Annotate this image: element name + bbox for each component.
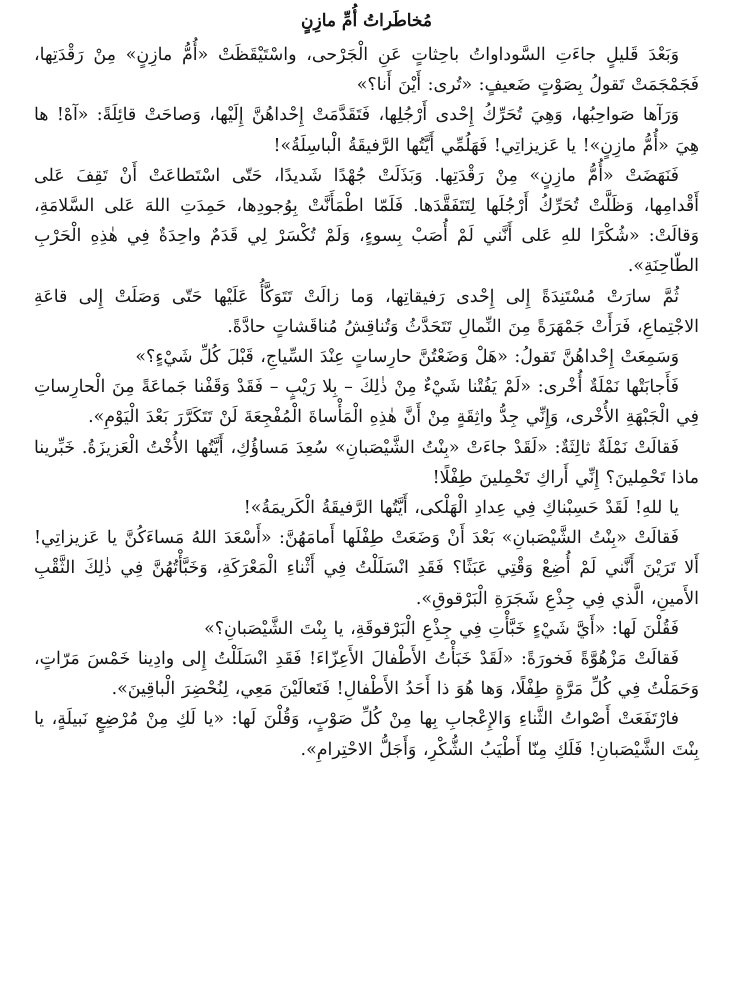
paragraph: وَبَعْدَ قَليلٍ جاءَتِ السَّوداواتُ باحِثاتٍ عَنِ الْجَرْحى، واسْتَيْقَظَتْ «أُمُّ مازِنٍ» مِنْ رَقْدَتِها، فَجَمْجَمَتْ تَقولُ بِصَوْتٍ ضَعيفٍ: «تُرى: أَيْنَ أَنا؟» bbox=[34, 45, 699, 96]
paragraph: فَقالَتْ نَمْلَةٌ ثالِثَةٌ: «لَقَدْ جاءَتْ «بِنْتُ الشَّيْصَبانِ» سُعِدَ مَساؤُكِ، أَيَّتُها الأُخْتُ الْعَزيزَةُ. خَبِّرينا ماذا تَحْمِلينَ؟ إِنِّي أَراكِ تَحْمِلينَ طِفْلًا! bbox=[34, 437, 699, 488]
paragraph: ثُمَّ سارَتْ مُسْتَنِدَةً إِلى إِحْدى رَفيقاتِها، وَما زالَتْ تَتَوَكَّأُ عَلَيْها حَتّى وَصَلَتْ إِلى قاعَةِ الاجْتِماعِ، فَرَأَتْ جَمْهَرَةً مِنَ النِّمالِ تَتَحَدَّثُ وَتُناقِشُ مُناقَشاتٍ حادَّةً. bbox=[34, 286, 699, 337]
paragraph: فَقُلْنَ لَها: «أَيَّ شَيْءٍ خَبَّأْتِ فِي جِذْعِ الْبَرْقوقَةِ، يا بِنْتَ الشَّيْصَبانِ؟» bbox=[204, 618, 679, 639]
paragraph: وَرَآها صَواحِبُها، وَهِيَ تُحَرِّكُ إِحْدى أَرْجُلِها، فَتَقَدَّمَتْ إِحْداهُنَّ إِلَيْها، وَصاحَتْ قائِلَةً: «آهْ! ها هِيَ «أُمُّ مازِنٍ»! يا عَزيزاتِي! فَهَلُمِّي أَيَّتُها الرَّفيقَةُ الْباسِلَةُ»! bbox=[34, 105, 699, 156]
document-page bbox=[34, 0, 699, 1000]
paragraph: فَقالَتْ «بِنْتُ الشَّيْصَبانِ» بَعْدَ أَنْ وَضَعَتْ طِفْلَها أَمامَهُنَّ: «أَسْعَدَ اللهُ مَساءَكُنَّ يا عَزيزاتِي! أَلا تَرَيْنَ أَنَّني لَمْ أُضِعْ وَقْتِي عَبَثًا؟ فَقَدِ انْسَلَلْتُ فِي أَثْناءِ الْمَعْرَكَةِ، وَخَبَّأْتُهُنَّ فِي ذٰلِكَ الثَّقْبِ الأَمينِ، الَّذي فِي جِذْعِ شَجَرَةِ الْبَرْقوقِ». bbox=[34, 528, 699, 609]
paragraph: وَسَمِعَتْ إِحْداهُنَّ تَقولُ: «هَلْ وَضَعْتُنَّ حارِساتٍ عِنْدَ السِّياجِ، قَبْلَ كُلِّ شَيْءٍ؟» bbox=[135, 347, 679, 368]
paragraph: فَأَجابَتْها نَمْلَةٌ أُخْرى: «لَمْ يَفُتْنا شَيْءٌ مِنْ ذٰلِكَ – بِلا رَيْبٍ – فَقَدْ وَقَفْنا جَماعَةً مِنَ الْحارِساتِ فِي الْجَبْهَةِ الأُخْرى، وَإِنِّي جِدُّ واثِقَةٍ مِنْ أَنَّ هٰذِهِ الْمَأْساةَ الْمُفْجِعَةَ لَنْ تَتَكَرَّرَ بَعْدَ الْيَوْمِ». bbox=[34, 377, 699, 428]
paragraph: يا للهِ! لَقَدْ حَسِبْناكِ فِي عِدادِ الْهَلْكى، أَيَّتُها الرَّفيقَةُ الْكَريمَةُ»! bbox=[243, 498, 679, 519]
paragraph: فَنَهَضَتْ «أُمُّ مازِنٍ» مِنْ رَقْدَتِها. وَبَذَلَتْ جُهْدًا شَديدًا، حَتّى اسْتَطاعَتْ أَنْ تَقِفَ عَلى أَقْدامِها، وَظَلَّتْ تُحَرِّكُ أَرْجُلَها لِتَتَفَقَّدَها. فَلَمّا اطْمَأَنَّتْ بِوُجودِها، حَمِدَتِ اللهَ عَلى السَّلامَةِ، وَقالَتْ: «شُكْرًا للهِ عَلى أَنَّني لَمْ أُصَبْ بِسوءٍ، وَلَمْ تُكْسَرْ لِي قَدَمٌ واحِدَةٌ فِي هٰذِهِ الْحَرْبِ الطّاحِنَةِ». bbox=[34, 165, 699, 277]
paragraph: فَقالَتْ مَزْهُوَّةً فَخورَةً: «لَقَدْ خَبَأْتُ الأَطْفالَ الأَعِزّاءَ! فَقَدِ انْسَلَلْتُ إِلى وادِينا خَمْسَ مَرّاتٍ، وَحَمَلْتُ فِي كُلِّ مَرَّةٍ طِفْلًا، وَها هُوَ ذا أَحَدُ الأَطْفالِ! فَتَعالَيْنَ مَعِي، لِنُحْضِرَ الْباقِينَ». bbox=[34, 649, 699, 700]
page-title: مُخاطَراتُ أُمِّ مازِنٍ bbox=[301, 11, 432, 31]
story-body bbox=[34, 40, 699, 765]
paragraph: فارْتَفَعَتْ أَصْواتُ الثَّناءِ وَالإِعْجابِ بِها مِنْ كُلِّ صَوْبٍ، وَقُلْنَ لَها: «يا لَكِ مِنْ مُرْضِعٍ نَبيلَةٍ، يا بِنْتَ الشَّيْصَبانِ! فَلَكِ مِنّا أَطْيَبُ الشُّكْرِ، وَأَجَلُّ الاحْتِرامِ». bbox=[34, 709, 699, 760]
